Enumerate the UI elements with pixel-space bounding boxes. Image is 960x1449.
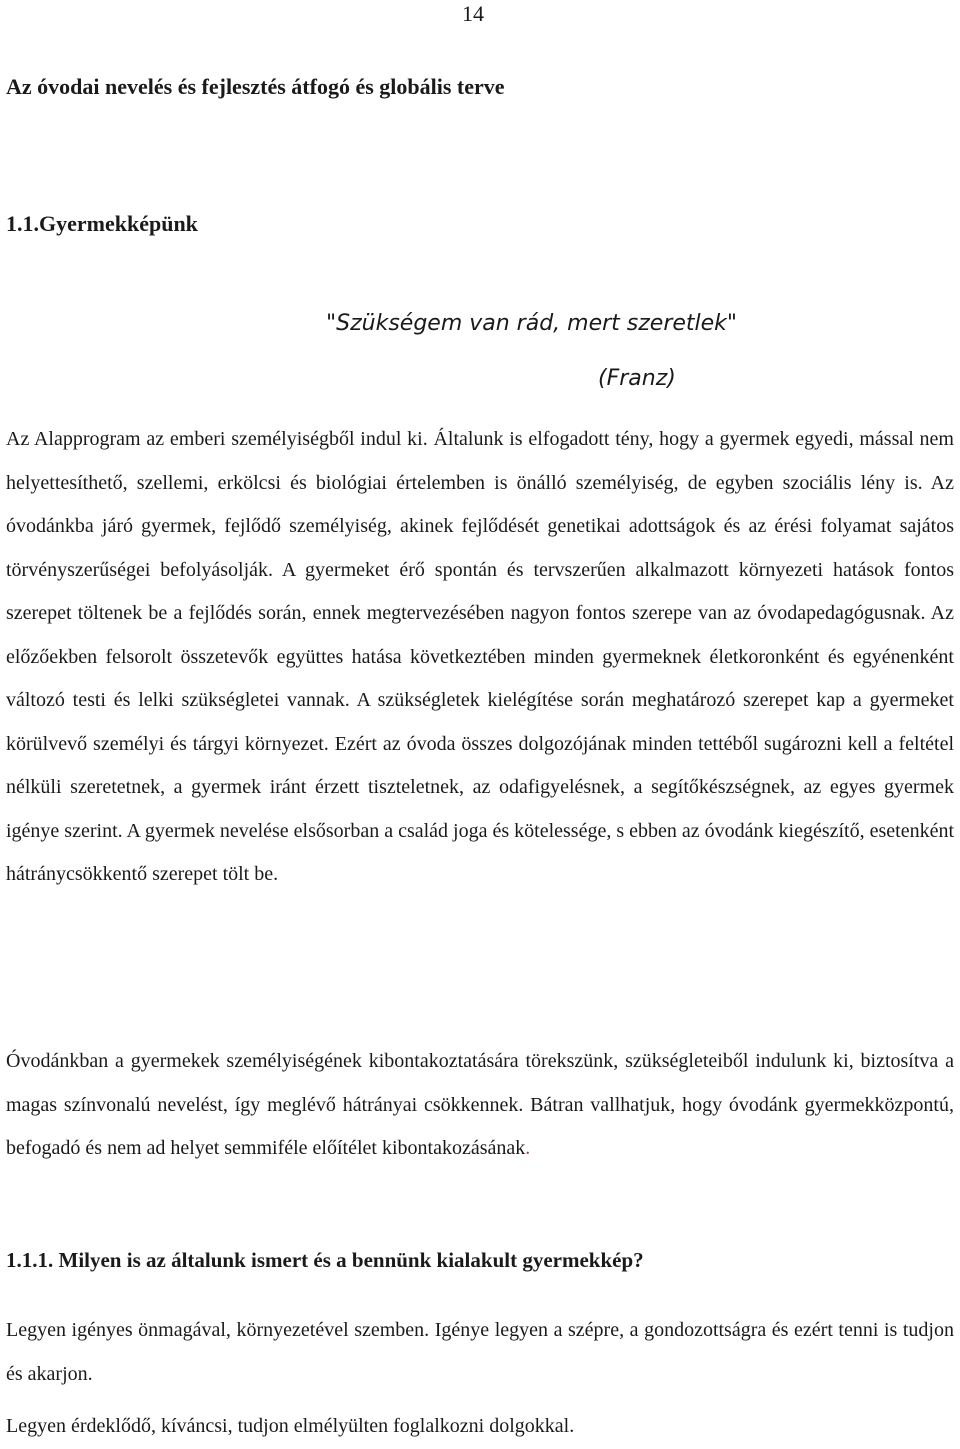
paragraph-kindergarten-approach: [6, 1040, 954, 1171]
subsection-title: 1.1.1. Milyen is az általunk ismert és a bennünk kialakult gyermekkép?: [6, 1248, 644, 1272]
paragraph-demanding: Legyen igényes önmagával, környezetével szemben. Igénye legyen a szépre, a gondozottságra és ezért tenni is tudjon és akarjon.: [6, 1319, 954, 1385]
accent-period: .: [525, 1137, 531, 1159]
paragraph-curious: Legyen érdeklődő, kíváncsi, tudjon elmélyülten foglalkozni dolgokkal.: [6, 1415, 575, 1437]
paragraph-child-image: Az Alapprogram az emberi személyiségből indul ki. Általunk is elfogadott tény, hogy a gyermek egyedi, mással nem helyettesíthető, szellemi, erkölcsi és biológiai értelemben is önálló személyiség, de egyben szociális lény is. Az óvodánkba járó gyermek, fejlődő személyiség, akinek fejlődését genetikai adottságok és az érési folyamat sajátos törvényszerűségei befolyásolják. A gyermeket érő spontán és tervszerűen alkalmazott környezeti hatások fontos szerepet töltenek be a fejlődés során, ennek megtervezésében nagyon fontos szerepe van az óvodapedagógusnak. Az előzőekben felsorolt összetevők együttes hatása következtében minden gyermeknek életkoronként és egyénenként változó testi és lelki szükségletei vannak. A szükségletek kielégítése során meghatározó szerepet kap a gyermeket körülvevő személyi és tárgyi környezet. Ezért az óvoda összes dolgozójának minden tettéből sugározni kell a feltétel nélküli szeretetnek, a gyermek iránt érzett tiszteletnek, az odafigyelésnek, a segítőkészségnek, az egyes gyermek igénye szerint. A gyermek nevelése elsősorban a család joga és kötelessége, s ebben az óvodánk kiegészítő, esetenként hátránycsökkentő szerepet tölt be.: [6, 428, 954, 885]
section-title: 1.1.Gyermekképünk: [6, 211, 198, 236]
paragraph-kindergarten-approach-text: Óvodánkban a gyermekek személyiségének kibontakoztatására törekszünk, szükségleteiből indulunk ki, biztosítva a magas színvonalú nevelést, így meglévő hátrányai csökkennek. Bátran vallhatjuk, hogy óvodánk gyermekközpontú, befogadó és nem ad helyet semmiféle előítélet kibontakozásának: [6, 1050, 954, 1159]
page-number: 14: [462, 1, 484, 26]
motto-quote: "Szükségem van rád, mert szeretlek": [326, 311, 738, 336]
document-title: Az óvodai nevelés és fejlesztés átfogó és globális terve: [6, 74, 505, 99]
motto-author: (Franz): [598, 366, 676, 391]
